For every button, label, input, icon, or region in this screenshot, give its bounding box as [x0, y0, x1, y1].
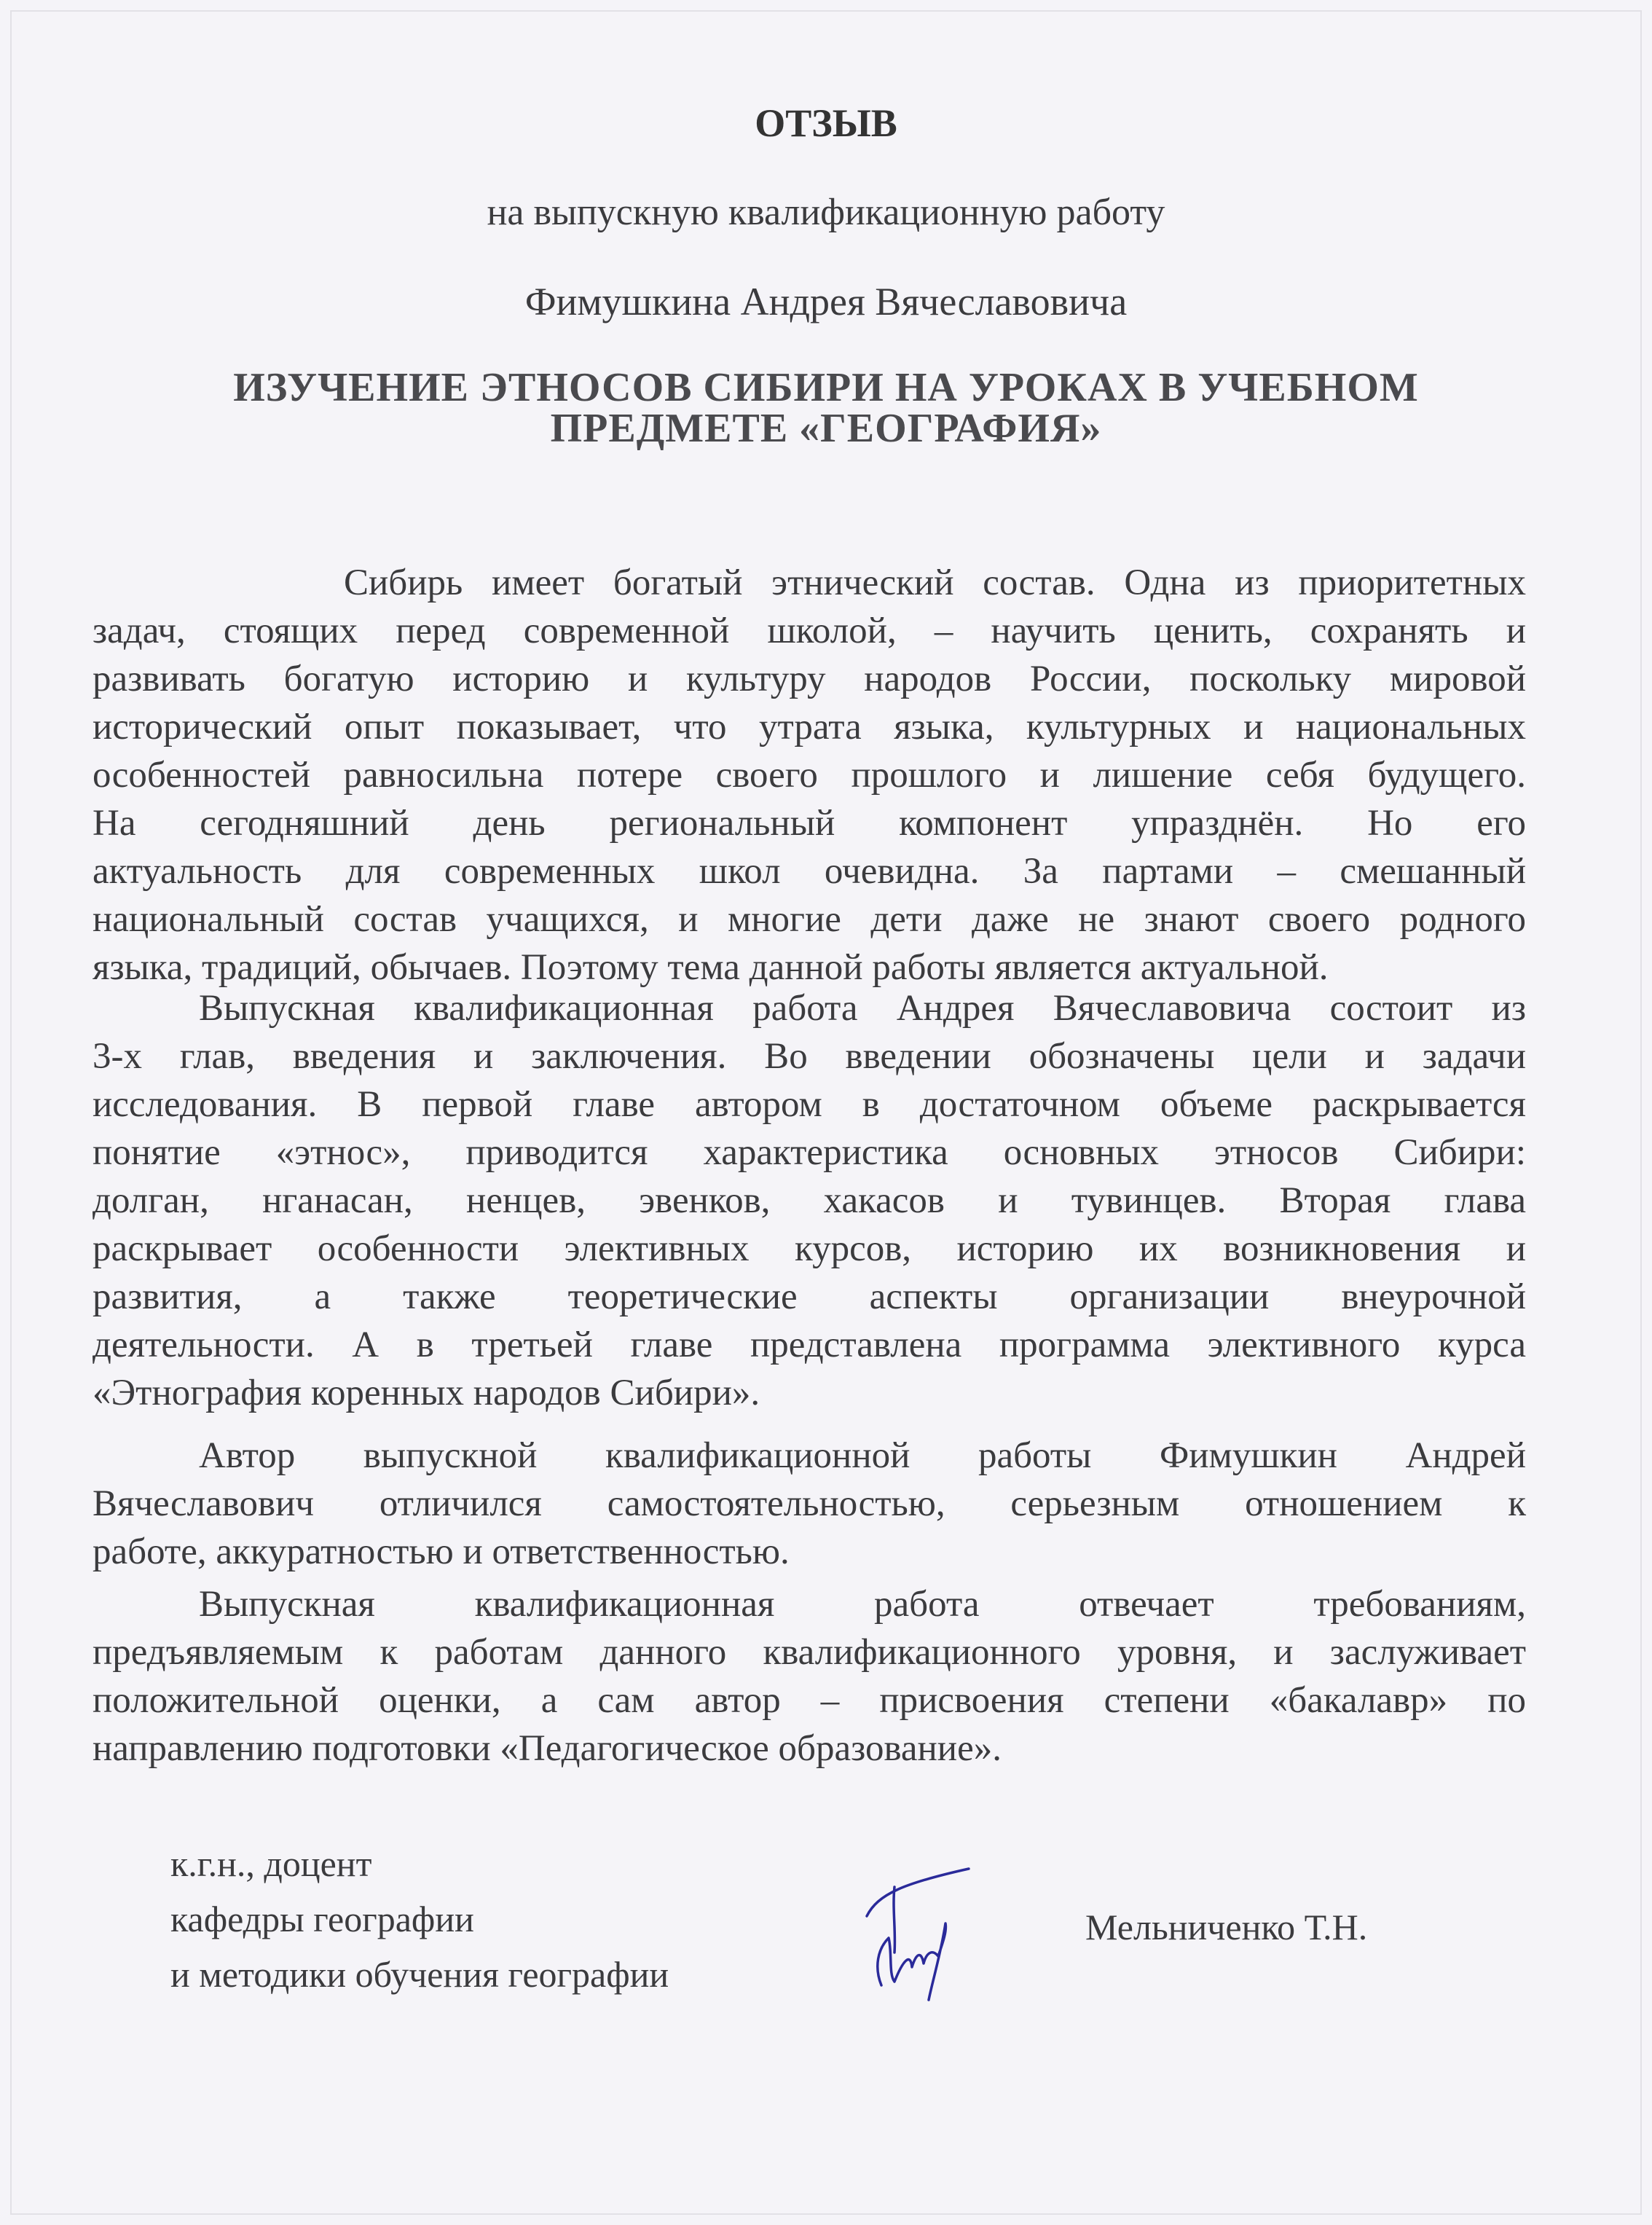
- reviewer-department: кафедры географии: [170, 1899, 474, 1939]
- text-line: понятие «этнос», приводится характеристика основных этносов Сибири:: [93, 1132, 1526, 1173]
- text-line: исторический опыт показывает, что утрата языка, культурных и национальных: [93, 707, 1526, 747]
- document-title: ОТЗЫВ: [755, 101, 897, 145]
- thesis-topic-line-2: ПРЕДМЕТЕ «ГЕОГРАФИЯ»: [550, 406, 1102, 451]
- reviewer-department-cont: и методики обучения географии: [170, 1954, 669, 1995]
- reviewer-position: [170, 1836, 669, 2002]
- paragraph-1: [93, 559, 1526, 992]
- text-line: «Этнография коренных народов Сибири».: [93, 1373, 760, 1413]
- student-name: Фимушкина Андрея Вячеславовича: [524, 280, 1128, 323]
- text-line: особенностей равносильна потере своего прошлого и лишение себя будущего.: [93, 755, 1526, 796]
- text-line: Вячеславович отличился самостоятельностью, серьезным отношением к: [93, 1483, 1526, 1524]
- document-subtitle: на выпускную квалификационную работу: [487, 192, 1165, 233]
- text-line: На сегодняшний день региональный компонент упразднён. Но его: [93, 803, 1526, 844]
- text-line: Выпускная квалификационная работа Андрея Вячеславовича состоит из: [199, 988, 1526, 1029]
- paragraph-2: [93, 984, 1526, 1417]
- thesis-topic-line-1: ИЗУЧЕНИЕ ЭТНОСОВ СИБИРИ НА УРОКАХ В УЧЕБНОМ: [233, 365, 1419, 410]
- text-line: работе, аккуратностью и ответственностью.: [93, 1531, 790, 1572]
- text-line: Сибирь имеет богатый этнический состав. Одна из приоритетных: [344, 562, 1526, 603]
- text-line: 3-х глав, введения и заключения. Во введении обозначены цели и задачи: [93, 1036, 1526, 1077]
- text-line: направлению подготовки «Педагогическое образование».: [93, 1728, 1002, 1769]
- text-line: актуальность для современных школ очевидна. За партами – смешанный: [93, 851, 1526, 892]
- text-line: деятельности. А в третьей главе представлена программа элективного курса: [93, 1325, 1526, 1365]
- handwritten-signature: [860, 1865, 1005, 2004]
- text-line: долган, нганасан, ненцев, эвенков, хакасов и тувинцев. Вторая глава: [93, 1180, 1526, 1221]
- text-line: исследования. В первой главе автором в достаточном объеме раскрывается: [93, 1084, 1526, 1125]
- text-line: Автор выпускной квалификационной работы Фимушкин Андрей: [199, 1435, 1526, 1476]
- text-line: развития, а также теоретические аспекты организации внеурочной: [93, 1276, 1526, 1317]
- paragraph-4: [93, 1580, 1526, 1773]
- text-line: языка, традиций, обычаев. Поэтому тема данной работы является актуальной.: [93, 947, 1329, 988]
- text-line: национальный состав учащихся, и многие дети даже не знают своего родного: [93, 899, 1526, 940]
- paragraph-3: [93, 1432, 1526, 1576]
- text-line: развивать богатую историю и культуру народов России, поскольку мировой: [93, 659, 1526, 699]
- reviewer-name: Мельниченко Т.Н.: [1085, 1907, 1368, 1947]
- text-line: предъявляемым к работам данного квалификационного уровня, и заслуживает: [93, 1632, 1526, 1673]
- text-line: положительной оценки, а сам автор – присвоения степени «бакалавр» по: [93, 1680, 1526, 1721]
- text-line: Выпускная квалификационная работа отвечает требованиям,: [199, 1584, 1526, 1625]
- reviewer-degree: к.г.н., доцент: [170, 1843, 372, 1884]
- text-line: раскрывает особенности элективных курсов, историю их возникновения и: [93, 1228, 1526, 1269]
- text-line: задач, стоящих перед современной школой, – научить ценить, сохранять и: [93, 611, 1526, 651]
